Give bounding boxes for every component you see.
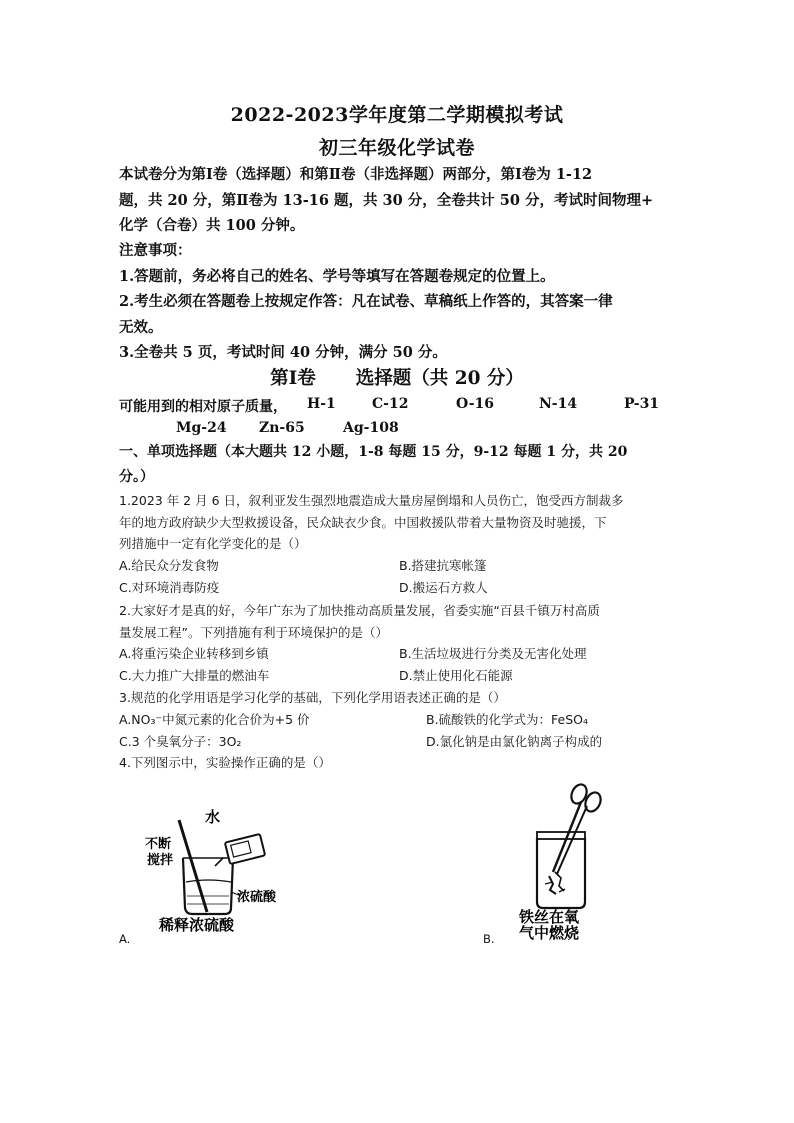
part-one-heading — [119, 440, 679, 490]
label-stir-2: 搅拌 — [147, 853, 174, 868]
option-row — [119, 665, 679, 687]
notes-item: 无效。 — [119, 318, 163, 336]
option-b: B.生活垃圾进行分类及无害化处理 — [399, 646, 587, 661]
figure-b-option: B. — [483, 932, 495, 946]
figure-dilute-acid — [145, 800, 295, 940]
intro-line: 题，共 20 分，第Ⅱ卷为 13-16 题，共 30 分，全卷共计 50 分，考试时间物理+ — [119, 191, 654, 209]
question-1 — [119, 490, 679, 599]
question-text: 年的地方政府缺少大型救援设备，民众缺衣少食。中国救援队带着大量物资及时驰援，下 — [119, 514, 607, 530]
section-name: 选择题（共 20 分） — [355, 368, 524, 389]
option-row — [119, 555, 679, 577]
notes-item: 3.全卷共 5 页，考试时间 40 分钟，满分 50 分。 — [119, 344, 447, 361]
question-3 — [119, 687, 679, 753]
option-c: C.3 个臭氧分子：3O₂ — [119, 733, 242, 749]
question-text: 列措施中一定有化学变化的是（） — [119, 536, 307, 551]
atomic-mass-item: N-14 — [539, 396, 578, 412]
caption-dilute-acid: 稀释浓硫酸 — [159, 916, 235, 934]
section-title — [0, 364, 794, 390]
notes-heading: 注意事项： — [119, 242, 192, 259]
intro-line: 化学（合卷）共 100 分钟。 — [119, 217, 305, 234]
atomic-mass-item: Zn-65 — [259, 420, 305, 436]
question-text: 2.大家好才是真的好，今年广东为了加快推动高质量发展，省委实施“百县千镇万村高质 — [119, 603, 600, 618]
intro-line: 本试卷分为第Ⅰ卷（选择题）和第Ⅱ卷（非选择题）两部分，第Ⅰ卷为 1-12 — [119, 166, 593, 183]
option-c: C.大力推广大排量的燃油车 — [119, 668, 270, 683]
part-one-line: 一、单项选择题（本大题共 12 小题，1-8 每题 15 分，9-12 每题 1 分，共 20 — [119, 444, 628, 460]
atomic-mass-item: H-1 — [307, 396, 336, 412]
option-d: D.禁止使用化石能源 — [399, 668, 513, 683]
question-4 — [119, 752, 679, 774]
option-d: D.搬运石方救人 — [399, 579, 488, 595]
notes-item: 1.答题前，务必将自己的姓名、学号等填写在答题卷规定的位置上。 — [119, 267, 555, 285]
option-row — [119, 643, 679, 665]
question-text: 3.规范的化学用语是学习化学的基础，下列化学用语表述正确的是（） — [119, 690, 506, 705]
figure-a-option: A. — [119, 932, 131, 946]
intro-paragraph — [119, 162, 679, 239]
option-b: B.搭建抗寒帐篷 — [399, 557, 487, 573]
atomic-mass-item: Ag-108 — [343, 420, 399, 436]
caption-iron-2: 气中燃烧 — [519, 924, 580, 940]
atomic-mass-item: Mg-24 — [176, 420, 227, 436]
figure-iron-burning — [515, 780, 625, 940]
label-stir-1: 不断 — [145, 837, 172, 852]
atomic-mass-item: O-16 — [456, 396, 495, 412]
label-water: 水 — [205, 808, 221, 826]
option-row — [119, 709, 679, 731]
option-b: B.硫酸铁的化学式为：FeSO₄ — [426, 711, 589, 727]
option-row — [119, 577, 679, 599]
question-text: 4.下列图示中，实验操作正确的是（） — [119, 755, 331, 770]
option-a: A.给民众分发食物 — [119, 557, 219, 573]
exam-title: 2022-2023学年度第二学期模拟考试 — [230, 104, 564, 126]
option-row — [119, 731, 679, 753]
exam-subtitle: 初三年级化学试卷 — [318, 137, 475, 159]
part-one-line: 分。） — [119, 469, 154, 485]
notes-section — [119, 238, 679, 366]
notes-item: 2.考生必须在答题卷上按规定作答：凡在试卷、草稿纸上作答的，其答案一律 — [119, 293, 613, 310]
atomic-mass-label: 可能用到的相对原子质量， — [119, 399, 287, 415]
question-text: 量发展工程”。下列措施有利于环境保护的是（） — [119, 624, 388, 640]
option-d: D.氯化钠是由氯化钠离子构成的 — [426, 733, 603, 749]
option-a: A.NO₃⁻中氮元素的化合价为+5 价 — [119, 711, 310, 727]
caption-iron-1: 铁丝在氧 — [519, 908, 580, 926]
label-acid: 浓硫酸 — [237, 890, 277, 905]
atomic-mass-item: P-31 — [624, 396, 660, 412]
section-label: 第Ⅰ卷 — [270, 368, 316, 389]
atomic-mass-item: C-12 — [372, 396, 409, 412]
option-c: C.对环境消毒防疫 — [119, 579, 220, 595]
option-a: A.将重污染企业转移到乡镇 — [119, 646, 269, 661]
question-text: 1.2023 年 2 月 6 日，叙利亚发生强烈地震造成大量房屋倒塌和人员伤亡，饱受西方制裁多 — [119, 493, 624, 508]
question-2 — [119, 600, 679, 687]
